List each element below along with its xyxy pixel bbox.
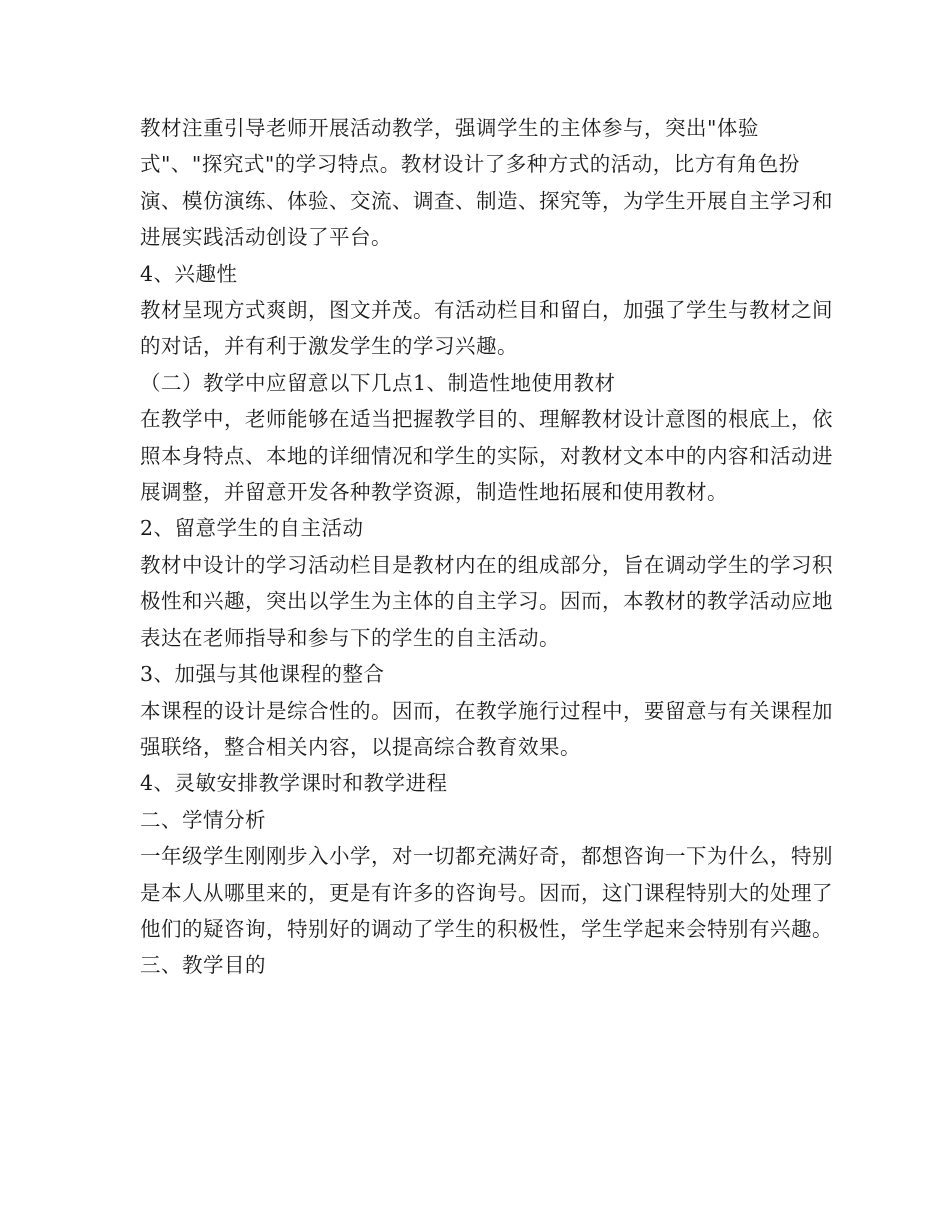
heading-learner-analysis: 二、学情分析 [140, 807, 266, 832]
heading-autonomous-activity: 2、留意学生的自主活动 [140, 516, 364, 541]
paragraph-autonomous-activity: 教材中设计的学习活动栏目是教材内在的组成部分，旨在调动学生的学习积极性和兴趣，突出以学生为主体的自主学习。因而，本教材的教学活动应地表达在老师指导和参与下的学生的自主活动。 [140, 552, 833, 650]
heading-curriculum-integration: 3、加强与其他课程的整合 [140, 662, 385, 687]
paragraph-learner-analysis: 一年级学生刚刚步入小学，对一切都充满好奇，都想咨询一下为什么，特别是本人从哪里来的，更是有许多的咨询号。因而，这门课程特别大的处理了他们的疑咨询，特别好的调动了学生的积极性，学生学起来会特别有兴趣。 [140, 844, 833, 941]
paragraph-curriculum-integration: 本课程的设计是综合性的。因而，在教学施行过程中，要留意与有关课程加强联络，整合相关内容，以提高综合教育效果。 [140, 698, 833, 759]
paragraph-activity-teaching: 教材注重引导老师开展活动教学，强调学生的主体参与，突出"体验式"、"探究式"的学习特点。教材设计了多种方式的活动，比方有角色扮演、模仿演练、体验、交流、调查、制造、探究等，为学生开展自主学习和进展实践活动创设了平台。 [140, 116, 833, 250]
paragraph-creative-use: 在教学中，老师能够在适当把握教学目的、理解教材设计意图的根底上，依照本身特点、本地的详细情况和学生的实际，对教材文本中的内容和活动进展调整，并留意开发各种教学资源，制造性地拓展和使用教材。 [140, 407, 833, 505]
heading-interest: 4、兴趣性 [140, 261, 238, 286]
heading-flexible-schedule: 4、灵敏安排教学课时和教学进程 [140, 771, 448, 796]
paragraph-presentation: 教材呈现方式爽朗，图文并茂。有活动栏目和留白，加强了学生与教材之间的对话，并有利于激发学生的学习兴趣。 [140, 298, 833, 359]
heading-teaching-notes: （二）教学中应留意以下几点1、制造性地使用教材 [140, 370, 616, 395]
document-body [140, 110, 840, 984]
heading-teaching-goals: 三、教学目的 [140, 953, 266, 978]
